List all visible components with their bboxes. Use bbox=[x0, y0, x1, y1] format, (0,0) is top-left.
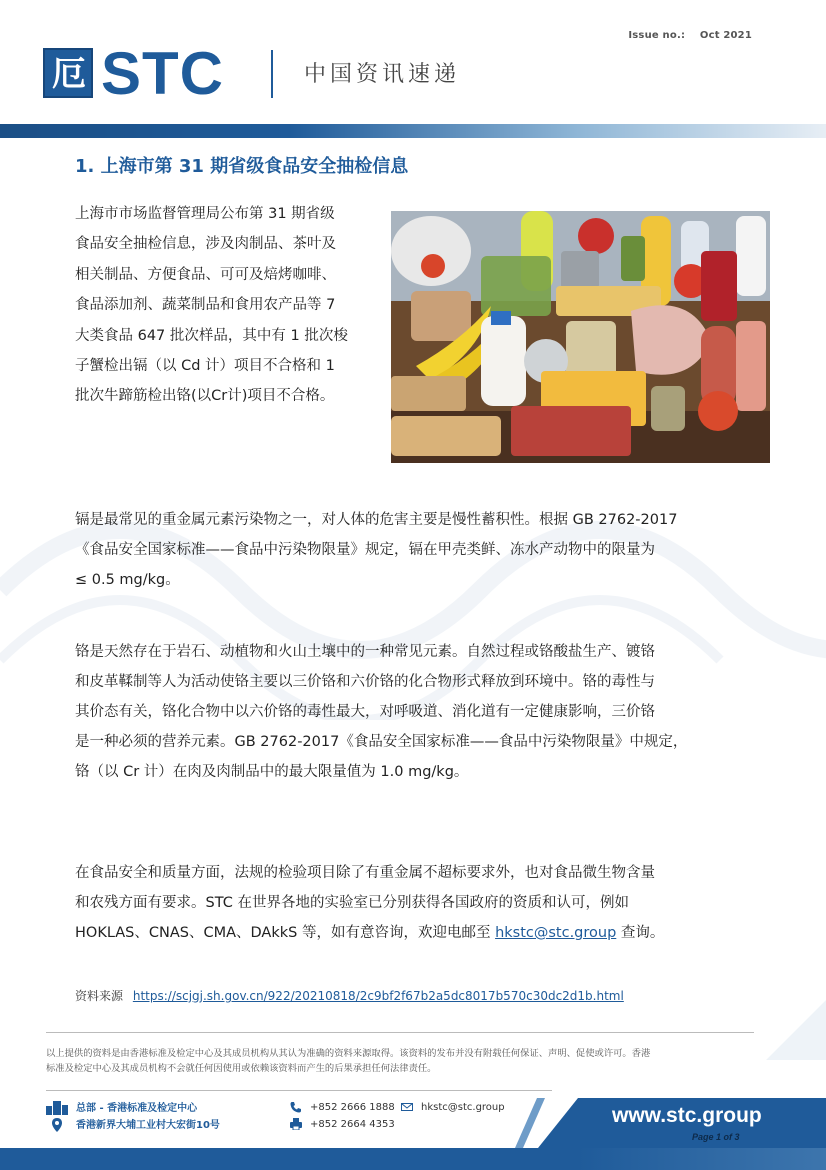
paragraph-line: 其价态有关，铬化合物中以六价铬的毒性最大，对呼吸道、消化道有一定健康影响，三价铬 bbox=[75, 704, 655, 720]
corner-decoration bbox=[766, 1000, 826, 1060]
hq-label: 总部 - 香港标准及检定中心 bbox=[76, 1103, 198, 1114]
address: 香港新界大埔工业村大宏街10号 bbox=[76, 1120, 220, 1131]
intro-paragraph bbox=[75, 199, 380, 412]
disclaimer-line: 标准及检定中心及其成员机构不会就任何因使用或依赖该资料而产生的后果承担任何法律责任。 bbox=[46, 1063, 437, 1074]
email-row bbox=[401, 1101, 505, 1115]
footer-accent-stripe bbox=[515, 1098, 545, 1148]
intro-line: 上海市市场监督管理局公布第 31 期省级 bbox=[75, 206, 335, 222]
disclaimer-line: 以上提供的资料是由香港标准及检定中心及其成员机构从其认为准确的资料来源取得。该资料的发布并没有附载任何保证、声明、促使或许可。香港 bbox=[46, 1048, 651, 1059]
fax-row bbox=[290, 1118, 395, 1132]
fax-icon bbox=[290, 1118, 302, 1130]
paragraph-line: ≤ 0.5 mg/kg。 bbox=[75, 572, 180, 588]
chromium-paragraph bbox=[75, 637, 751, 787]
paragraph-line: 和农残方面有要求。STC 在世界各地的实验室已分别获得各国政府的资质和认可，例如 bbox=[75, 895, 629, 911]
footer-band bbox=[0, 1148, 826, 1170]
header-band bbox=[0, 124, 826, 138]
source-reference bbox=[75, 986, 624, 1006]
source-url-link[interactable]: https://scjgj.sh.gov.cn/922/20210818/2c9bf2f67b2a5dc8017b570c30dc2d1b.html bbox=[132, 989, 624, 1003]
fax-number: +852 2664 4353 bbox=[310, 1119, 395, 1130]
paragraph-line: 和皮革鞣制等人为活动使铬主要以三价铬和六价铬的化合物形式释放到环境中。铬的毒性与 bbox=[75, 674, 655, 690]
disclaimer bbox=[46, 1046, 761, 1076]
website-link[interactable]: www.stc.group bbox=[612, 1104, 762, 1127]
paragraph-line: 在食品安全和质量方面，法规的检验项目除了有重金属不超标要求外，也对食品微生物含量 bbox=[75, 865, 655, 881]
paragraph-line: 铬（以 Cr 计）在肉及肉制品中的最大限量值为 1.0 mg/kg。 bbox=[75, 764, 469, 780]
intro-line: 子蟹检出镉（以 Cd 计）项目不合格和 1 bbox=[75, 358, 335, 375]
stc-logo-text: STC bbox=[101, 40, 224, 107]
intro-line: 食品添加剂、蔬菜制品和食用农产品等 7 bbox=[75, 297, 336, 314]
issue-value: Oct 2021 bbox=[699, 30, 752, 41]
paragraph-line: 是一种必须的营养元素。GB 2762-2017《食品安全国家标准——食品中污染物限量》中规定， bbox=[75, 734, 688, 750]
source-label: 资料来源 bbox=[75, 989, 124, 1003]
stc-services-paragraph bbox=[75, 858, 751, 948]
phone-icon bbox=[290, 1101, 302, 1113]
footer-email[interactable]: hkstc@stc.group bbox=[421, 1102, 505, 1113]
paragraph-line: 镉是最常见的重金属元素污染物之一，对人体的危害主要是慢性蓄积性。根据 GB 2762-2017 bbox=[75, 512, 678, 528]
intro-line: 批次牛蹄筋检出铬(以Cr计)项目不合格。 bbox=[75, 388, 335, 405]
paragraph-line: 《食品安全国家标准——食品中污染物限量》规定，镉在甲壳类鲜、冻水产动物中的限量为 bbox=[75, 542, 655, 558]
article-heading: 1. 上海市第 31 期省级食品安全抽检信息 bbox=[75, 156, 409, 177]
intro-line: 相关制品、方便食品、可可及焙烤咖啡、 bbox=[75, 266, 336, 283]
paragraph-line: 铬是天然存在于岩石、动植物和火山土壤中的一种常见元素。自然过程或铬酸盐生产、镀铬 bbox=[75, 644, 655, 660]
address-row bbox=[52, 1118, 220, 1133]
footer-divider bbox=[46, 1032, 754, 1033]
page-number: Page 1 of 3 bbox=[692, 1132, 740, 1142]
paragraph-text: HOKLAS、CNAS、CMA、DAkkS 等，如有意咨询，欢迎电邮至 bbox=[75, 925, 496, 941]
stc-logo-mark: 厄 bbox=[43, 48, 93, 98]
intro-line: 大类食品 647 批次样品，其中有 1 批次梭 bbox=[75, 327, 348, 344]
groceries-photo bbox=[391, 211, 770, 463]
issue-number bbox=[628, 30, 752, 41]
phone-row bbox=[290, 1101, 395, 1115]
header-divider bbox=[271, 50, 273, 98]
building-icon bbox=[46, 1101, 68, 1115]
mail-icon bbox=[401, 1101, 413, 1113]
intro-line: 食品安全抽检信息，涉及肉制品、茶叶及 bbox=[75, 236, 336, 253]
hq-label-row bbox=[46, 1101, 197, 1116]
paragraph-line-last bbox=[75, 918, 751, 948]
location-pin-icon bbox=[52, 1118, 62, 1132]
paragraph-text: 查询。 bbox=[616, 925, 665, 941]
contact-email-link[interactable]: hkstc@stc.group bbox=[495, 925, 617, 941]
contact-divider bbox=[46, 1090, 552, 1091]
publication-title: 中国资讯速递 bbox=[304, 62, 461, 87]
phone-number: +852 2666 1888 bbox=[310, 1102, 395, 1113]
cadmium-paragraph bbox=[75, 505, 751, 595]
issue-label: Issue no.: bbox=[628, 30, 686, 41]
